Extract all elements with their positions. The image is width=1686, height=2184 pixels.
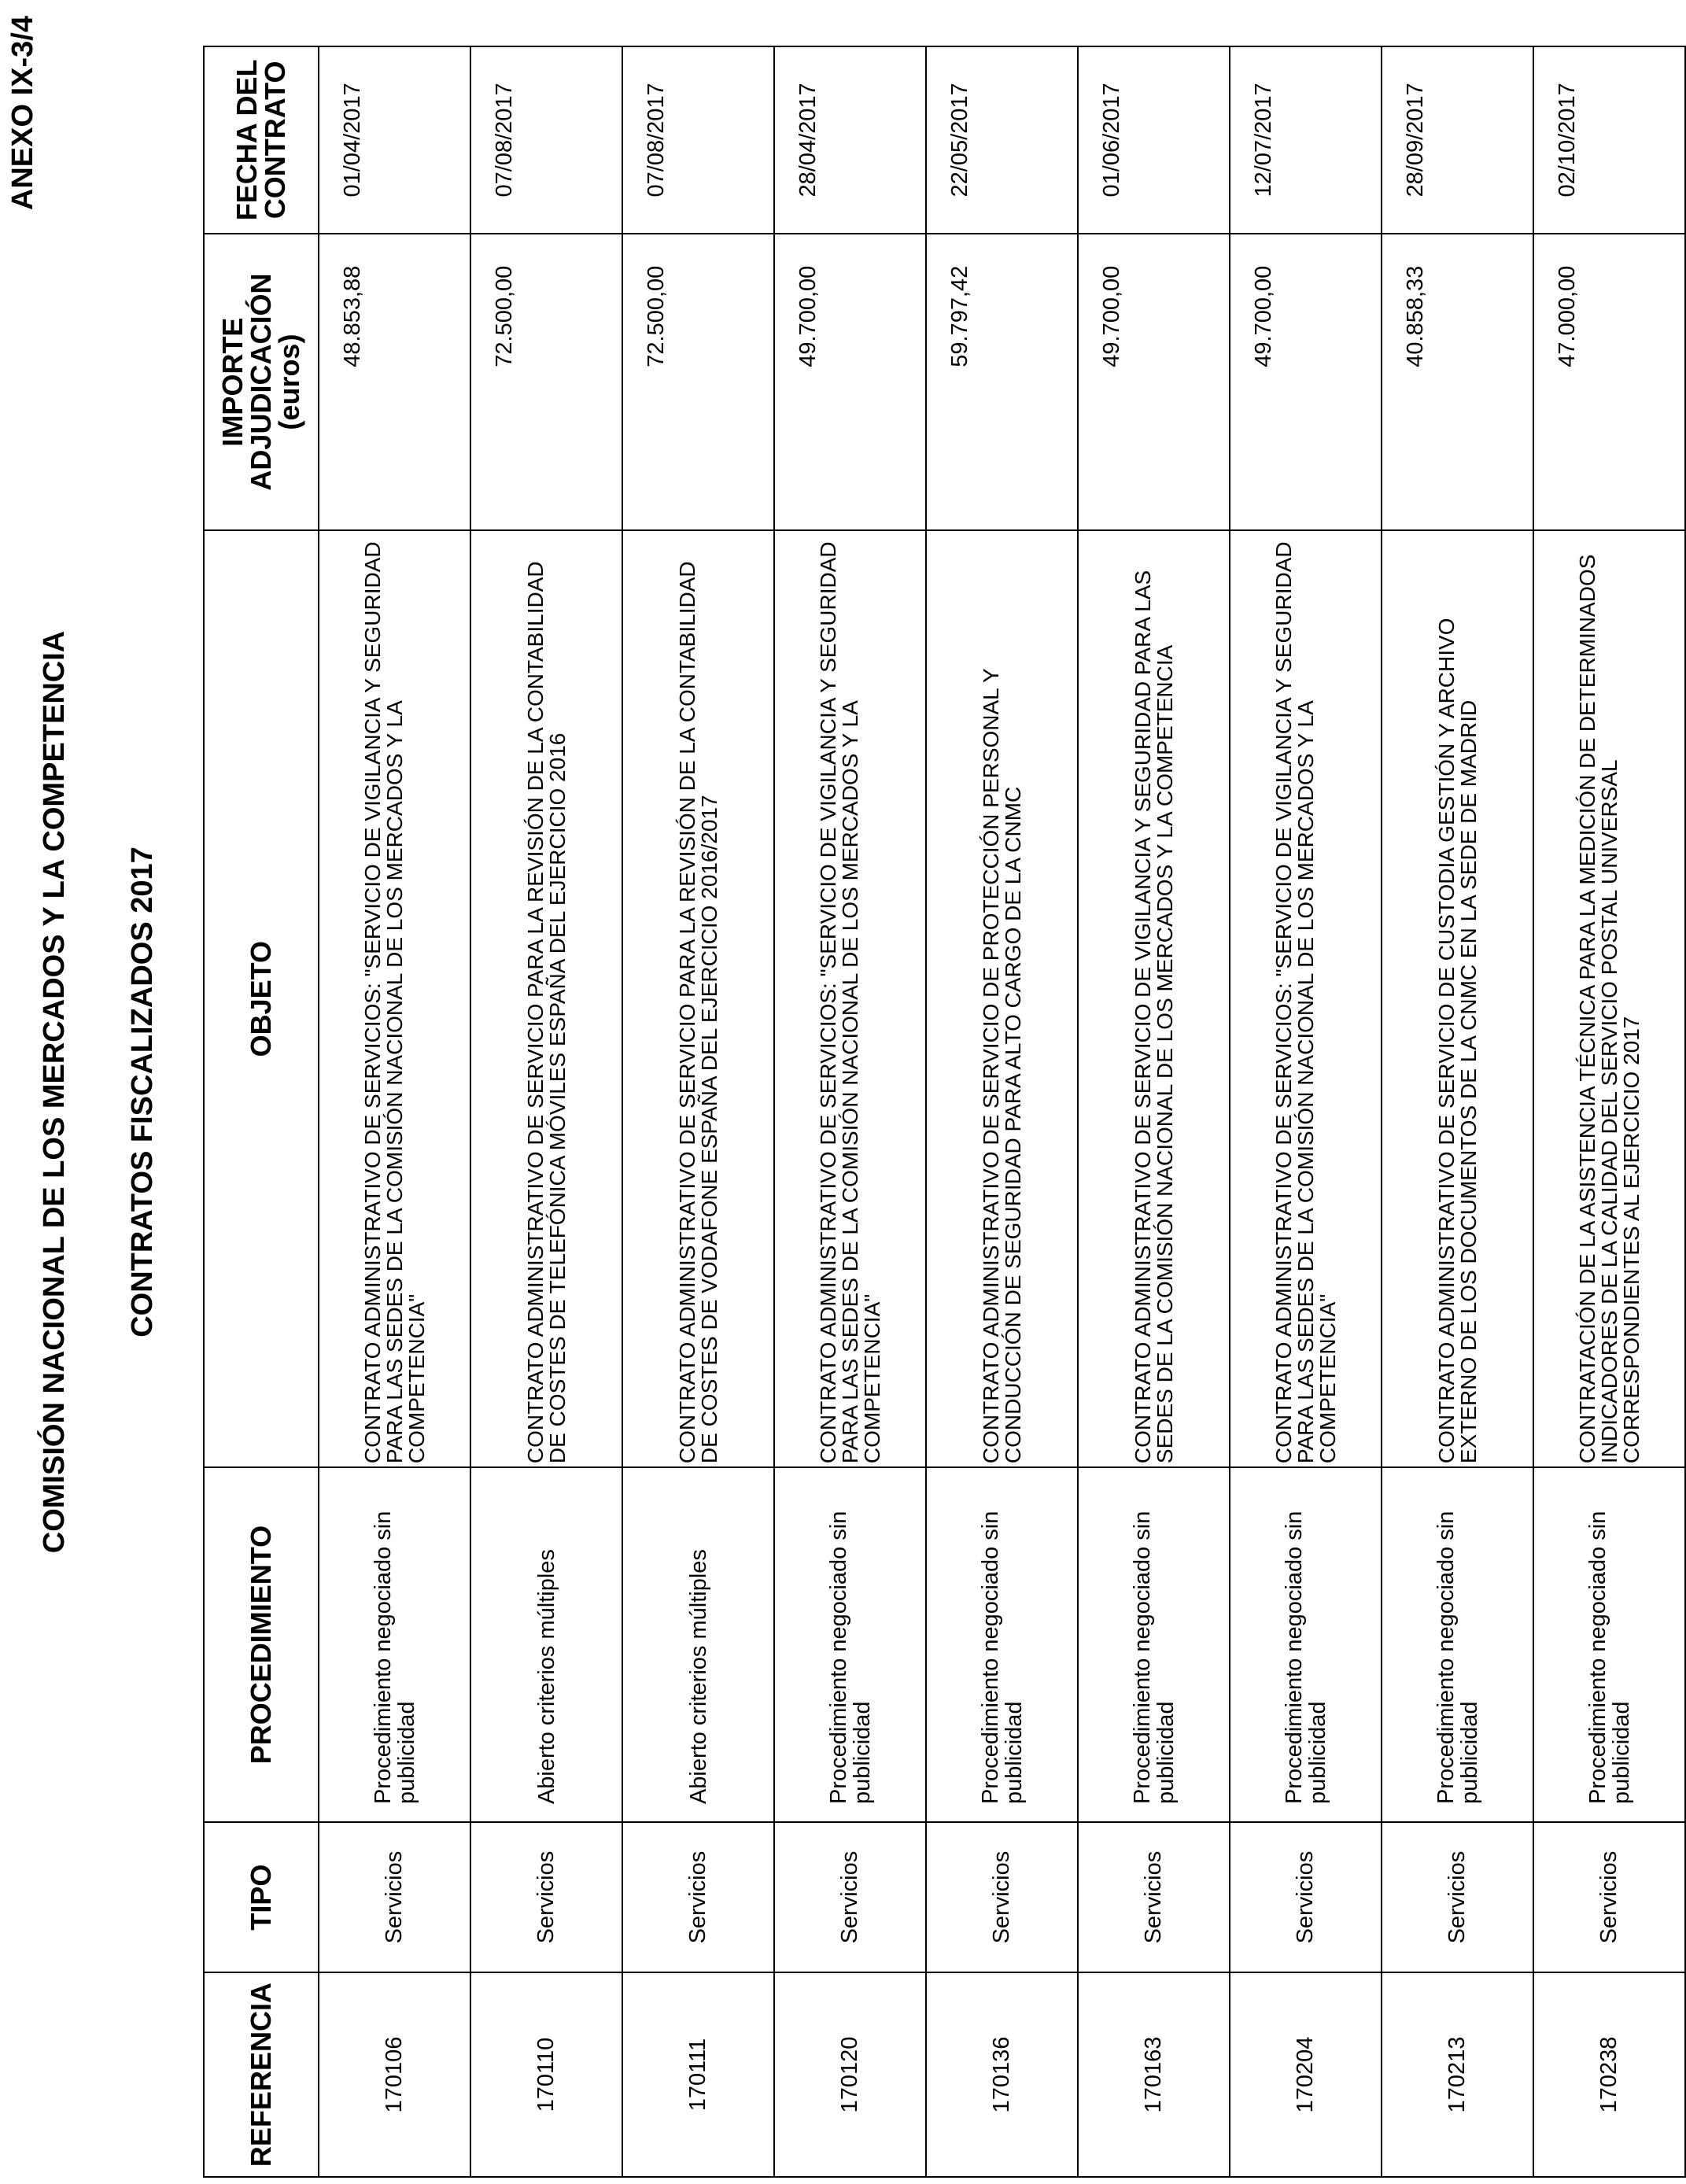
col-header-referencia: REFERENCIA [204,1972,319,2177]
cell-objeto: CONTRATO ADMINISTRATIVO DE SERVICIO DE PROTECCIÓN PERSONAL Y CONDUCCIÓN DE SEGURIDAD PARA ALTO CARGO DE LA CNMC [926,530,1078,1467]
cell-procedimiento: Procedimiento negociado sin publicidad [1533,1467,1685,1822]
table-row [926,46,1078,2177]
cell-referencia: 170238 [1533,1972,1685,2177]
cell-importe: 40.858,33 [1382,234,1533,531]
cell-referencia: 170204 [1230,1972,1382,2177]
cell-tipo: Servicios [926,1822,1078,1972]
cell-objeto: CONTRATO ADMINISTRATIVO DE SERVICIOS: "SERVICIO DE VIGILANCIA Y SEGURIDAD PARA LAS SEDES DE LA COMISIÓN NACIONAL DE LOS MERCADOS Y LA COMPETENCIA" [1230,530,1382,1467]
cell-tipo: Servicios [470,1822,622,1972]
page-title: COMISIÓN NACIONAL DE LOS MERCADOS Y LA COMPETENCIA [38,630,71,1554]
cell-tipo: Servicios [622,1822,774,1972]
page-subtitle: CONTRATOS FISCALIZADOS 2017 [126,847,159,1337]
cell-procedimiento: Procedimiento negociado sin publicidad [926,1467,1078,1822]
col-header-fecha: FECHA DEL CONTRATO [204,46,319,234]
cell-tipo: Servicios [1230,1822,1382,1972]
table-row [1533,46,1685,2177]
cell-importe: 49.700,00 [1230,234,1382,531]
cell-objeto: CONTRATO ADMINISTRATIVO DE SERVICIO DE CUSTODIA GESTIÓN Y ARCHIVO EXTERNO DE LOS DOCUMENTOS DE LA CNMC EN LA SEDE DE MADRID [1382,530,1533,1467]
cell-procedimiento: Abierto criterios múltiples [470,1467,622,1822]
cell-fecha: 12/07/2017 [1230,46,1382,234]
cell-fecha: 02/10/2017 [1533,46,1685,234]
cell-importe: 49.700,00 [774,234,926,531]
cell-referencia: 170136 [926,1972,1078,2177]
annex-label: ANEXO IX-3/4 [6,16,39,211]
cell-procedimiento: Procedimiento negociado sin publicidad [1078,1467,1230,1822]
cell-importe: 48.853,88 [319,234,470,531]
cell-referencia: 170110 [470,1972,622,2177]
cell-objeto: CONTRATO ADMINISTRATIVO DE SERVICIO DE VIGILANCIA Y SEGURIDAD PARA LAS SEDES DE LA COMISIÓN NACIONAL DE LOS MERCADOS Y LA COMPETENCIA [1078,530,1230,1467]
table-header-row [204,46,319,2177]
cell-referencia: 170111 [622,1972,774,2177]
cell-fecha: 28/09/2017 [1382,46,1533,234]
cell-fecha: 01/06/2017 [1078,46,1230,234]
cell-objeto: CONTRATO ADMINISTRATIVO DE SERVICIO PARA LA REVISIÓN DE LA CONTABILIDAD DE COSTES DE VODAFONE ESPAÑA DEL EJERCICIO 2016/2017 [622,530,774,1467]
contracts-table [203,46,1686,2178]
cell-fecha: 07/08/2017 [470,46,622,234]
cell-importe: 72.500,00 [622,234,774,531]
table-row [1382,46,1533,2177]
cell-importe: 72.500,00 [470,234,622,531]
cell-procedimiento: Procedimiento negociado sin publicidad [1230,1467,1382,1822]
cell-fecha: 22/05/2017 [926,46,1078,234]
cell-tipo: Servicios [1078,1822,1230,1972]
cell-fecha: 28/04/2017 [774,46,926,234]
cell-importe: 59.797,42 [926,234,1078,531]
cell-referencia: 170163 [1078,1972,1230,2177]
table-row [1078,46,1230,2177]
cell-tipo: Servicios [319,1822,470,1972]
cell-fecha: 01/04/2017 [319,46,470,234]
cell-importe: 49.700,00 [1078,234,1230,531]
col-header-importe: IMPORTE ADJUDICACIÓN (euros) [204,234,319,531]
cell-fecha: 07/08/2017 [622,46,774,234]
cell-procedimiento: Procedimiento negociado sin publicidad [319,1467,470,1822]
cell-tipo: Servicios [1382,1822,1533,1972]
cell-procedimiento: Abierto criterios múltiples [622,1467,774,1822]
cell-objeto: CONTRATO ADMINISTRATIVO DE SERVICIOS: "SERVICIO DE VIGILANCIA Y SEGURIDAD PARA LAS SEDES DE LA COMISIÓN NACIONAL DE LOS MERCADOS Y LA COMPETENCIA" [319,530,470,1467]
cell-objeto: CONTRATO ADMINISTRATIVO DE SERVICIO PARA LA REVISIÓN DE LA CONTABILIDAD DE COSTES DE TELEFÓNICA MÓVILES ESPAÑA DEL EJERCICIO 2016 [470,530,622,1467]
cell-objeto: CONTRATACIÓN DE LA ASISTENCIA TÉCNICA PARA LA MEDICIÓN DE DETERMINADOS INDICADORES DE LA CALIDAD DEL SERVICIO POSTAL UNIVERSAL CORRESPONDIENTES AL EJERCICIO 2017 [1533,530,1685,1467]
table-row [622,46,774,2177]
cell-objeto: CONTRATO ADMINISTRATIVO DE SERVICIOS: "SERVICIO DE VIGILANCIA Y SEGURIDAD PARA LAS SEDES DE LA COMISIÓN NACIONAL DE LOS MERCADOS Y LA COMPETENCIA" [774,530,926,1467]
cell-referencia: 170213 [1382,1972,1533,2177]
cell-procedimiento: Procedimiento negociado sin publicidad [774,1467,926,1822]
table-row [774,46,926,2177]
cell-procedimiento: Procedimiento negociado sin publicidad [1382,1467,1533,1822]
table-row [1230,46,1382,2177]
cell-importe: 47.000,00 [1533,234,1685,531]
cell-referencia: 170120 [774,1972,926,2177]
col-header-procedimiento: PROCEDIMIENTO [204,1467,319,1822]
table-row [470,46,622,2177]
table-row [319,46,470,2177]
cell-referencia: 170106 [319,1972,470,2177]
cell-tipo: Servicios [1533,1822,1685,1972]
col-header-objeto: OBJETO [204,530,319,1467]
cell-tipo: Servicios [774,1822,926,1972]
col-header-tipo: TIPO [204,1822,319,1972]
